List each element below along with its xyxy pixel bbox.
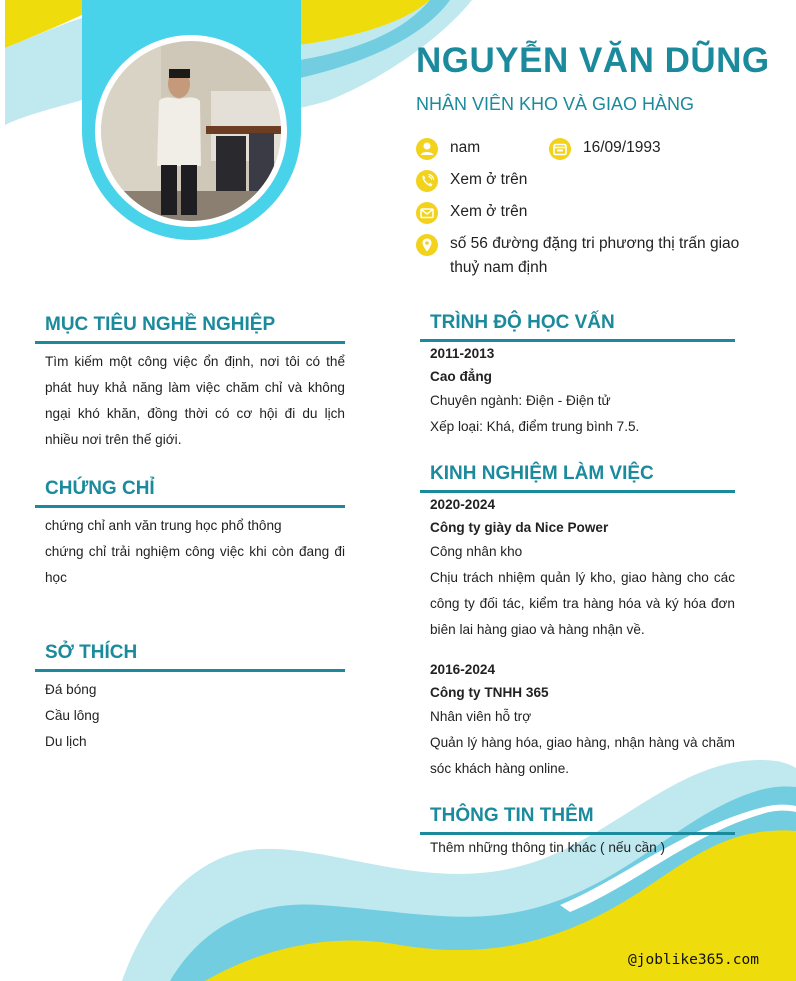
address-value: số 56 đường đặng tri phương thị trấn giao thuỷ nam định	[450, 235, 740, 276]
job-role: Nhân viên hỗ trợ	[430, 709, 532, 724]
hobby-item: Du lịch	[45, 734, 87, 749]
job-position: NHÂN VIÊN KHO VÀ GIAO HÀNG	[416, 94, 695, 114]
education-grade: Xếp loại: Khá, điểm trung bình 7.5.	[430, 419, 640, 434]
phone-value: Xem ở trên	[450, 171, 528, 188]
job-period: 2020-2024	[430, 497, 496, 512]
hobby-item: Đá bóng	[45, 682, 97, 697]
certificates-title: CHỨNG CHỈ	[45, 478, 155, 499]
certificate-item: chứng chỉ trải nghiệm công việc khi còn đang đi học	[45, 544, 345, 585]
job-role: Công nhân kho	[430, 544, 523, 559]
hobby-item: Cầu lông	[45, 708, 100, 723]
candidate-name: NGUYỄN VĂN DŨNG	[416, 41, 770, 80]
certificates-divider	[35, 505, 345, 508]
job-description: Quản lý hàng hóa, giao hàng, nhận hàng và chăm sóc khách hàng online.	[430, 735, 735, 776]
hobbies-title: SỞ THÍCH	[45, 642, 138, 663]
job-description: Chịu trách nhiệm quản lý kho, giao hàng cho các công ty đối tác, kiểm tra hàng hóa và ký hóa đơn biên lai hàng giao và hàng nhận về.	[430, 570, 735, 637]
experience-title: KINH NGHIỆM LÀM VIỆC	[430, 463, 654, 484]
person-icon	[416, 138, 438, 160]
certificate-item: chứng chỉ anh văn trung học phổ thông	[45, 518, 282, 533]
education-title: TRÌNH ĐỘ HỌC VẤN	[430, 312, 615, 333]
objective-text: Tìm kiếm một công việc ổn định, nơi tôi có thể phát huy khả năng làm việc chăm chỉ và không ngại khó khăn, đồng thời có cơ hội đi du lịch nhiều nơi trên thế giới.	[45, 354, 345, 447]
job-period: 2016-2024	[430, 662, 496, 677]
extra-info-title: THÔNG TIN THÊM	[430, 805, 594, 826]
job-company: Công ty giày da Nice Power	[430, 520, 609, 535]
email-value: Xem ở trên	[450, 203, 528, 220]
avatar	[101, 41, 281, 221]
extra-info-text: Thêm những thông tin khác ( nếu cần )	[430, 840, 666, 855]
education-school: Cao đẳng	[430, 369, 492, 384]
gender-value: nam	[450, 139, 481, 156]
envelope-icon	[416, 202, 438, 224]
birthday-value: 16/09/1993	[583, 139, 661, 156]
calendar-icon	[549, 138, 571, 160]
location-pin-icon	[416, 234, 438, 256]
hobbies-divider	[35, 669, 345, 672]
objective-title: MỤC TIÊU NGHỀ NGHIỆP	[45, 314, 276, 335]
education-period: 2011-2013	[430, 346, 495, 361]
objective-divider	[35, 341, 345, 344]
watermark: @joblike365.com	[628, 952, 759, 968]
phone-icon	[416, 170, 438, 192]
avatar-photo	[101, 41, 281, 221]
job-company: Công ty TNHH 365	[430, 685, 549, 700]
education-major: Chuyên ngành: Điện - Điện tử	[430, 393, 611, 408]
